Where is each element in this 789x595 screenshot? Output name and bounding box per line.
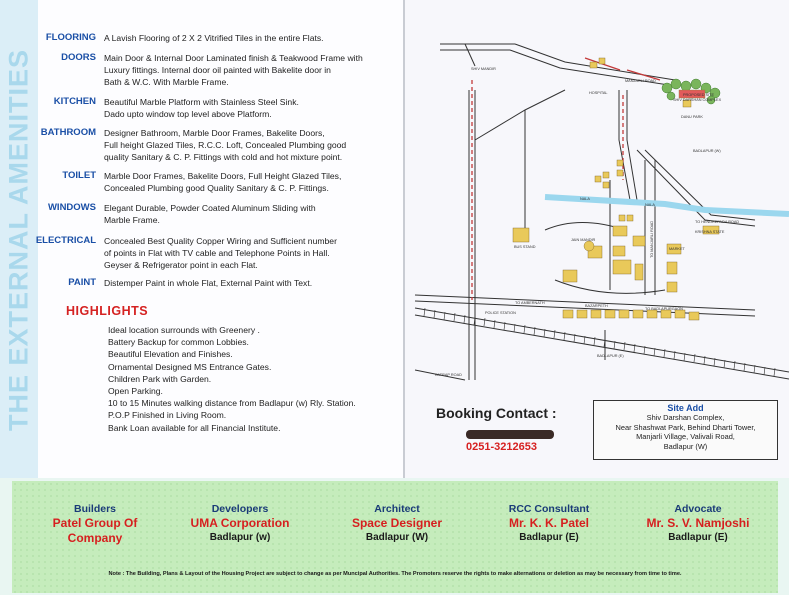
map-label-police-station: POLICE STATION <box>485 311 516 315</box>
team-architect: Architect Space Designer Badlapur (W) <box>351 503 443 543</box>
spec-label-electrical: ELECTRICAL <box>35 235 96 246</box>
spec-label-doors: DOORS <box>61 52 96 63</box>
map-label-bus-stand: BUS STAND <box>514 245 536 249</box>
map-label-proposed-site: PROPOSED SITE <box>683 93 715 97</box>
map-label-nala: NALA <box>580 197 590 201</box>
booking-phone: 0251-3212653 <box>466 441 537 453</box>
booking-title: Booking Contact : <box>436 405 557 421</box>
list-item: Bank Loan available for all Financial Institute. <box>108 422 281 433</box>
list-item: Ornamental Designed MS Entrance Gates. <box>108 361 272 372</box>
spec-text-flooring: A Lavish Flooring of 2 X 2 Vitrified Tiles in the entire Flats. <box>104 33 324 43</box>
team-developers: Developers UMA Corporation Badlapur (w) <box>190 503 290 543</box>
map-label-to-ambernath: TO AMBERNATH <box>515 301 545 305</box>
team-builders: Builders Patel Group Of Company <box>52 503 138 545</box>
map-label-krishna-state: KRISHNA STATE <box>695 230 725 234</box>
list-item: Children Park with Garden. <box>108 373 212 384</box>
map-label-katrap-road: KATRAP ROAD <box>435 373 462 377</box>
spec-label-windows: WINDOWS <box>47 202 96 213</box>
map-label-badlapur-e: BADLAPUR (E) <box>597 354 624 358</box>
list-item: 10 to 15 Minutes walking distance from Badlapur (w) Rly. Station. <box>108 398 356 409</box>
list-item: P.O.P Finished in Living Room. <box>108 410 227 421</box>
site-address-line: Shiv Darshan Complex, <box>646 413 725 422</box>
map-label-manjarli-road: MANJARLI ROAD <box>625 79 656 83</box>
list-item: Ideal location surrounds with Greenery . <box>108 325 260 335</box>
spec-label-toilet: TOILET <box>62 170 96 181</box>
side-title: THE EXTERNAL AMENITIES <box>3 48 34 432</box>
spec-text-doors: Main Door & Internal Door Laminated finish & Teakwood Frame with Luxury fittings. Internal door oil painted with Bakelite door in Bath & W.C. With Marble Frame. <box>104 53 363 87</box>
map-label-nala: NALA <box>645 203 655 207</box>
spec-label-bathroom: BATHROOM <box>40 127 96 138</box>
map-label-to-manjarli: TO MANJARLI ROAD <box>650 220 654 258</box>
list-item: Open Parking. <box>108 386 163 397</box>
site-address-line: Badlapur (W) <box>663 441 708 451</box>
map-label-market: MARKET <box>669 247 685 251</box>
spec-text-kitchen: Beautiful Marble Platform with Stainless Steel Sink. Dado upto window top level above Platform. <box>104 97 299 119</box>
spec-label-paint: PAINT <box>68 277 96 288</box>
map-label-danu-park: DANU PARK <box>681 115 703 119</box>
site-address-line: Near Shashwat Park, Behind Dharti Tower, <box>615 422 756 432</box>
spec-label-kitchen: KITCHEN <box>53 96 96 107</box>
map-label-shiv-mandir: SHIV MANDIR <box>471 67 496 71</box>
site-address-title: Site Add <box>667 403 704 413</box>
list-item: Battery Backup for common Lobbies. <box>108 337 249 348</box>
location-map <box>405 0 789 395</box>
team-rcc-consultant: RCC Consultant Mr. K. K. Patel Badlapur (E) <box>508 503 590 543</box>
map-label-hendrepada-road: TO HENDREPADA ROAD <box>695 220 740 224</box>
disclaimer-note: Note : The Building, Plans & Layout of the Housing Project are subject to change as per Muncipal Authorities. The Promoters reserve the rights to make alternations or deletion as may be necessary from time to time. <box>108 571 682 577</box>
spec-text-paint: Distemper Paint in whole Flat, External Paint with Text. <box>104 278 313 288</box>
scribbled-out-number <box>466 430 554 439</box>
spec-text-toilet: Marble Door Frames, Bakelite Doors, Full Height Glazed Tiles, Concealed Plumbing good Quality Sanitary & C. P. Fittings. <box>104 171 342 193</box>
list-item: Beautiful Elevation and Finishes. <box>108 349 233 360</box>
spec-text-electrical: Concealed Best Quality Copper Wiring and Sufficient number of points in Flat with TV cable and Telephone Points in Hall. Geyser & Refrigerator point in each Flat. <box>104 236 337 270</box>
map-label-to-badlapurgaon: TO BADLAPURGAON <box>645 307 683 311</box>
team-advocate: Advocate Mr. S. V. Namjoshi Badlapur (E) <box>646 503 750 543</box>
map-label-bazarpeth: BAZARPETH <box>585 304 608 308</box>
site-address-box <box>593 400 778 460</box>
highlights-title: HIGHLIGHTS <box>66 304 149 318</box>
spec-text-bathroom: Designer Bathroom, Marble Door Frames, Bakelite Doors, Full height Glazed Tiles, R.C.C. Loft, Concealed Plumbing good quality Sanitary & C. P. Fittings with cold and hot mixture point. <box>104 128 347 162</box>
map-label-complex: SHIV DARSHAN COMPLEX <box>673 98 722 102</box>
spec-label-flooring: FLOORING <box>45 32 96 43</box>
map-label-hospital: HOSPITAL <box>589 91 608 95</box>
spec-text-windows: Elegant Durable, Powder Coated Aluminum Sliding with Marble Frame. <box>104 203 316 225</box>
highlights-list <box>108 324 356 434</box>
site-address-line: Manjarli Village, Valivali Road, <box>636 432 735 442</box>
map-label-badlapur-w: BADLAPUR (W) <box>693 149 721 153</box>
map-label-jain-mandir: JAIN MANDIR <box>571 238 596 242</box>
